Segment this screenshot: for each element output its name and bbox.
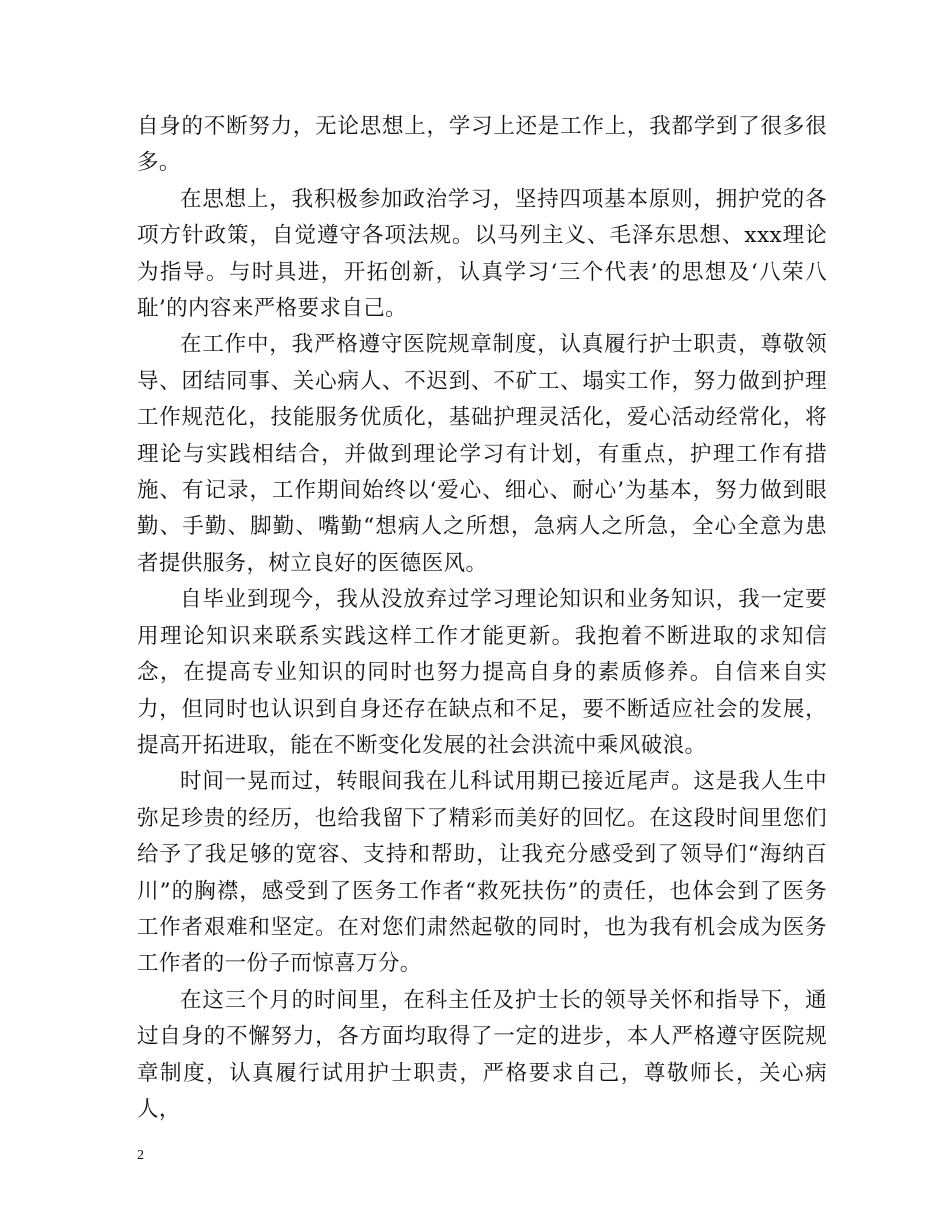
paragraph-work: 在工作中，我严格遵守医院规章制度，认真履行护士职责，尊敬领导、团结同事、关心病人、不迟到、不矿工、塌实工作，努力做到护理工作规范化，技能服务优质化，基础护理灵活化，爱心活动经常化，将理论与实践相结合，并做到理论学习有计划，有重点，护理工作有措施、有记录，工作期间始终以‘爱心、细心、耐心’为基本，努力做到眼勤、手勤、脚勤、嘴勤“想病人之所想，急病人之所急，全心全意为患者提供服务，树立良好的医德医风。 bbox=[137, 332, 827, 576]
paragraph-ideology: 在思想上，我积极参加政治学习，坚持四项基本原则，拥护党的各项方针政策，自觉遵守各项法规。以马列主义、毛泽东思想、xxx理论为指导。与时具进，开拓创新，认真学习‘三个代表’的思想及‘八荣八耻’的内容来严格要求自己。 bbox=[137, 186, 827, 322]
paragraph-three-months: 在这三个月的时间里，在科主任及护士长的领导关怀和指导下，通过自身的不懈努力，各方面均取得了一定的进步，本人严格遵守医院规章制度，认真履行试用护士职责，严格要求自己，尊敬师长，关心病人， bbox=[137, 987, 827, 1122]
paragraph-study: 自毕业到现今，我从没放弃过学习理论知识和业务知识，我一定要用理论知识来联系实践这样工作才能更新。我抱着不断进取的求知信念，在提高专业知识的同时也努力提高自身的素质修养。自信来自实力，但同时也认识到自身还存在缺点和不足，要不断适应社会的发展，提高开拓进取，能在不断变化发展的社会洪流中乘风破浪。 bbox=[137, 587, 827, 758]
document-body bbox=[137, 109, 827, 1128]
paragraph-continuation: 自身的不断努力，无论思想上，学习上还是工作上，我都学到了很多很多。 bbox=[137, 114, 827, 176]
paragraph-reflection: 时间一晃而过，转眼间我在儿科试用期已接近尾声。这是我人生中弥足珍贵的经历，也给我留下了精彩而美好的回忆。在这段时间里您们给予了我足够的宽容、支持和帮助，让我充分感受到了领导们“海纳百川”的胸襟，感受到了医务工作者“救死扶伤”的责任，也体会到了医务工作者艰难和坚定。在对您们肃然起敬的同时，也为我有机会成为医务工作者的一份子而惊喜万分。 bbox=[137, 769, 827, 977]
page-number: 2 bbox=[137, 1148, 144, 1163]
